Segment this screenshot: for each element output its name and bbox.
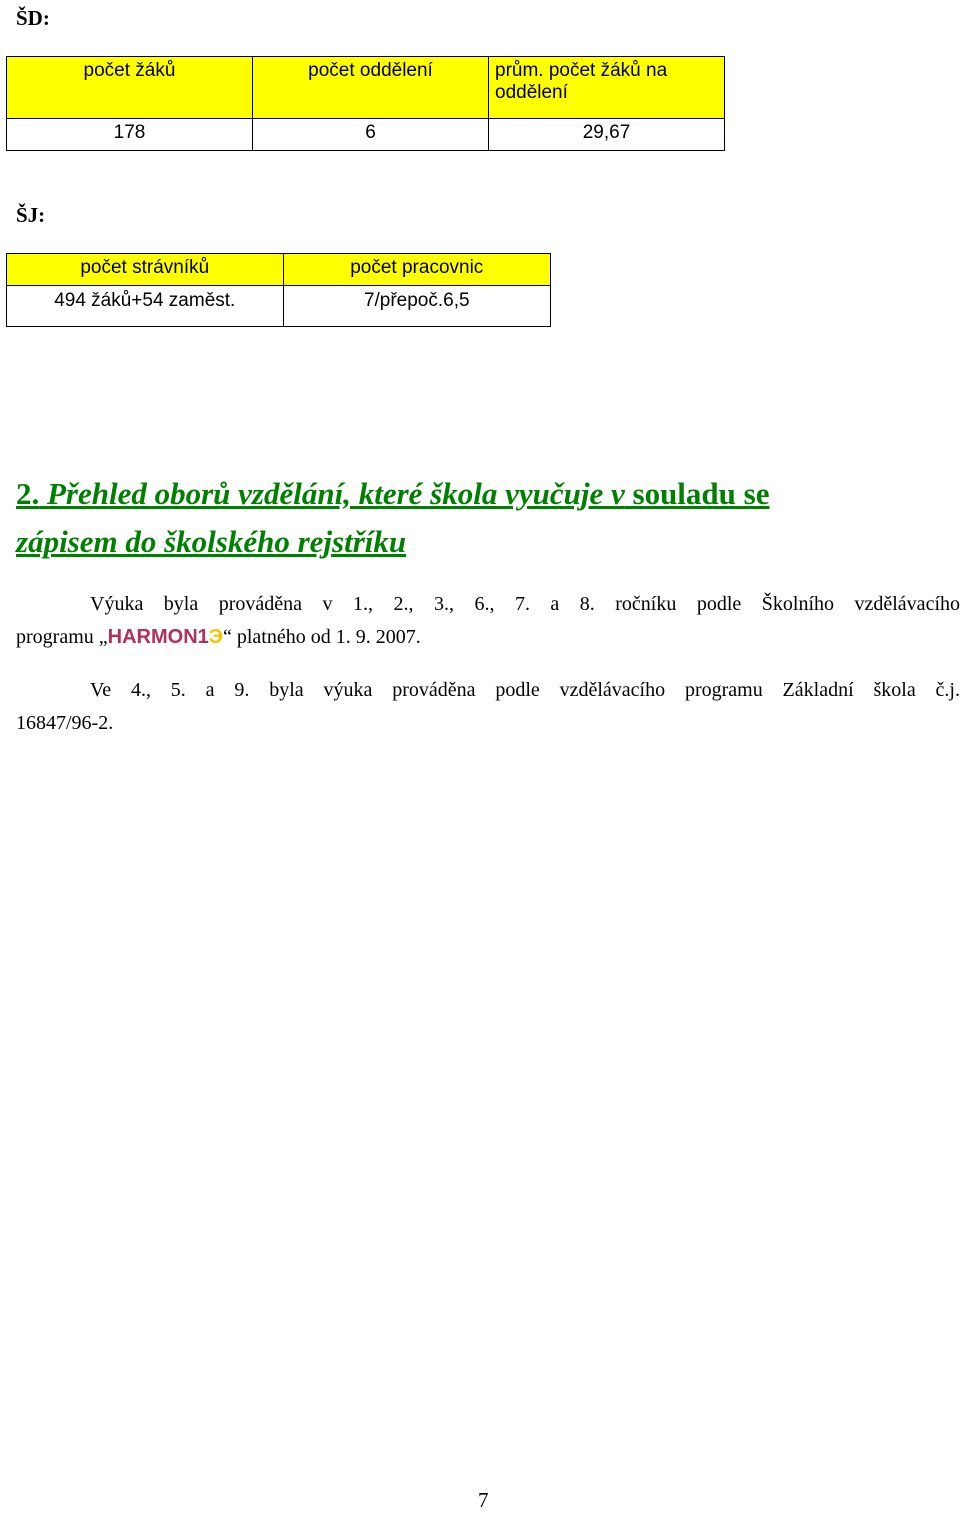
section-number: 2. [16, 476, 40, 511]
page-number: 7 [478, 1488, 489, 1512]
sd-header-groups: počet oddělení [253, 57, 489, 119]
program-prefix: programu „ [16, 626, 108, 648]
sj-label: ŠJ: [16, 203, 46, 227]
section-title-upright: souladu se [624, 476, 770, 511]
sd-table-row [7, 119, 725, 151]
sj-header-diners: počet strávníků [7, 254, 284, 286]
sd-value-pupils: 178 [7, 119, 253, 151]
program-name-suffix: Э [208, 626, 223, 648]
paragraph-curriculum [16, 588, 960, 654]
section-title-italic: Přehled oborů vzdělání, které škola vyučuje v [39, 476, 625, 511]
sd-table [6, 56, 725, 151]
sj-value-staff: 7/přepoč.6,5 [283, 286, 550, 327]
section-heading [16, 470, 936, 566]
sd-value-groups: 6 [253, 119, 489, 151]
paragraph-other-grades [16, 674, 960, 740]
sd-header-pupils: počet žáků [7, 57, 253, 119]
program-validity: “ platného od 1. 9. 2007. [223, 626, 421, 648]
sd-header-average: prům. počet žáků na oddělení [489, 57, 725, 119]
sd-label: ŠD: [16, 6, 50, 30]
paragraph-other-grades-line1: Ve 4., 5. a 9. byla výuka prováděna podle vzdělávacího programu Základní škola č.j. [90, 679, 960, 701]
sj-value-diners: 494 žáků+54 zaměst. [7, 286, 284, 327]
sj-table-header-row [7, 254, 551, 286]
sd-table-header-row [7, 57, 725, 119]
paragraph-curriculum-line1: Výuka byla prováděna v 1., 2., 3., 6., 7. a 8. ročníku podle Školního vzdělávacího [90, 593, 960, 615]
paragraph-other-grades-line2: 16847/96-2. [16, 712, 114, 734]
section-title-line2: zápisem do školského rejstříku [16, 524, 407, 559]
paragraph-curriculum-line2 [16, 621, 960, 654]
sj-table [6, 253, 551, 327]
sd-value-average: 29,67 [489, 119, 725, 151]
program-name-harmon: HARMON1 [107, 626, 209, 648]
sj-table-row [7, 286, 551, 327]
sj-header-staff: počet pracovnic [283, 254, 550, 286]
